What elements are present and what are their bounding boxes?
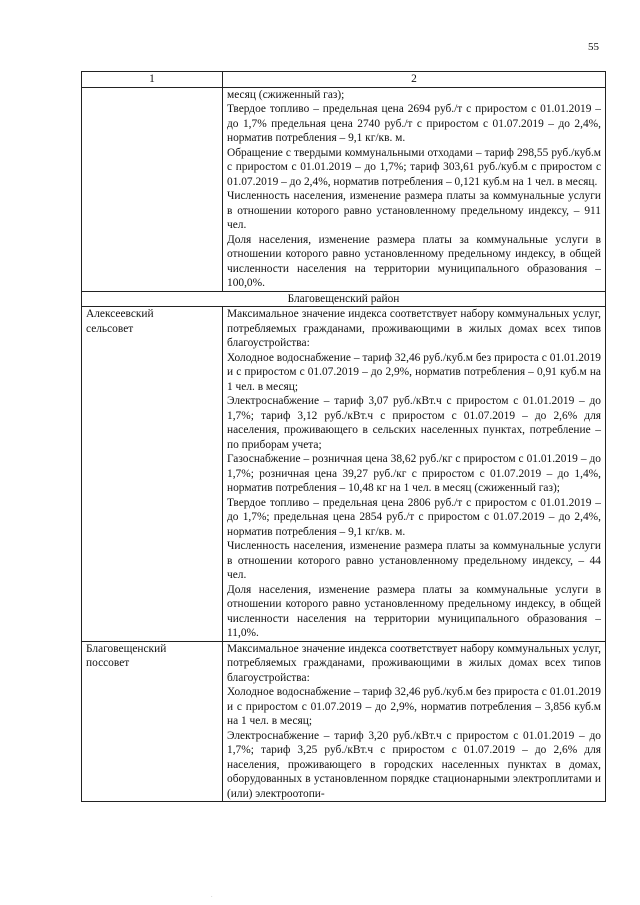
paragraph: Холодное водоснабжение – тариф 32,46 руб./куб.м без прироста с 01.01.2019 и с приростом с 01.07.2019 – до 2,9%, норматив потребления – 3,856 куб.м на 1 чел. в месяц; — [227, 686, 601, 727]
paragraph: Электроснабжение – тариф 3,07 руб./кВт.ч с приростом с 01.01.2019 – до 1,7%; тариф 3,12 руб./кВт.ч с приростом с 01.07.2019 – до 2,6% для населения, проживающего в сельских населенных пунктах, потребление – по приборам учета; — [227, 395, 601, 451]
paragraph: Обращение с твердыми коммунальными отходами – тариф 298,55 руб./куб.м с приростом с 01.01.2019 – до 1,7%; тариф 303,61 руб./куб.м с приростом с 01.07.2019 – до 2,4%, норматив потребления – 0,121 куб.м на 1 чел. в месяц. — [227, 146, 601, 188]
top-block-cell — [223, 87, 606, 291]
description-cell — [223, 641, 606, 802]
municipality-name: Алексеевский — [86, 308, 154, 320]
municipality-type: сельсовет — [86, 322, 134, 335]
municipality-cell — [82, 641, 223, 802]
paragraph: Твердое топливо – предельная цена 2806 руб./т с приростом с 01.01.2019 – до 1,7%; предельная цена 2854 руб./т с приростом с 01.07.2019 – до 2,4%, норматив потребления – 9,1 кг/кв. м. — [227, 496, 601, 538]
paragraph: Газоснабжение – розничная цена 38,62 руб./кг с приростом с 01.01.2019 – до 1,7%; розничная цена 39,27 руб./кг с приростом с 01.07.2019 – до 1,4%, норматив потребления – 10,48 кг на 1 чел. в месяц (сжиженный газ); — [227, 453, 601, 494]
paragraph: месяц (сжиженный газ); — [227, 88, 345, 101]
paragraph: Численность населения, изменение размера платы за коммунальные услуги в отношении которого равно установленному предельному индексу, – 44 чел. — [227, 540, 601, 581]
header-col-1: 1 — [82, 72, 223, 88]
paragraph: Максимальное значение индекса соответствует набору коммунальных услуг, потребляемых гражданами, проживающими в жилых домах всех типов благоустройства: — [227, 642, 601, 684]
table-row — [82, 87, 606, 291]
paragraph: Твердое топливо – предельная цена 2694 руб./т с приростом с 01.01.2019 – до 1,7% предельная цена 2740 руб./т с приростом с 01.07.2019 – до 2,4%, норматив потребления – 9,1 кг/кв. м. — [227, 103, 601, 144]
description-cell — [223, 307, 606, 642]
empty-municipality-cell — [82, 87, 223, 291]
municipality-type: поссовет — [86, 657, 130, 669]
paragraph: Доля населения, изменение размера платы за коммунальные услуги в отношении которого равно установленному предельному индексу, в общей численности населения на территории муниципального образования – 100,0%. — [227, 233, 601, 289]
paragraph: Холодное водоснабжение – тариф 32,46 руб./куб.м без прироста с 01.01.2019 и с приростом с 01.07.2019 – до 2,9%, норматив потребления – 0,91 куб.м на 1 чел. в месяц; — [227, 351, 601, 393]
page-number: 55 — [588, 41, 599, 53]
header-row — [82, 72, 606, 88]
scan-mark: · — [211, 895, 213, 900]
region-row — [82, 291, 606, 307]
table-row — [82, 307, 606, 642]
tariff-table — [81, 71, 606, 802]
region-title: Благовещенский район — [82, 291, 606, 307]
paragraph: Электроснабжение – тариф 3,20 руб./кВт.ч с приростом с 01.01.2019 – до 1,7%; тариф 3,25 руб./кВт.ч с приростом с 01.07.2019 – до 2,6% для населения, проживающего в городских населенных пунктах в домах, оборудованных в установленном порядке стационарными электроплитами и (или) электроотопи- — [227, 729, 601, 800]
paragraph: Максимальное значение индекса соответствует набору коммунальных услуг, потребляемых гражданами, проживающими в жилых домах всех типов благоустройства: — [227, 308, 601, 349]
paragraph: Доля населения, изменение размера платы за коммунальные услуги в отношении которого равно установленному предельному индексу, в общей численности населения на территории муниципального образования – 11,0%. — [227, 583, 601, 639]
municipality-name: Благовещенский — [86, 642, 167, 655]
header-col-2: 2 — [223, 72, 606, 88]
paragraph: Численность населения, изменение размера платы за коммунальные услуги в отношении которого равно установленному предельному индексу, – 911 чел. — [227, 190, 601, 231]
municipality-cell — [82, 307, 223, 642]
table-row — [82, 641, 606, 802]
